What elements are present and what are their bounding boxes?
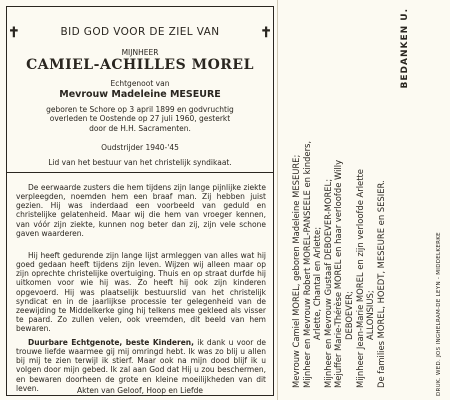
prayer-heading: BID GOD VOOR DE ZIEL VAN xyxy=(26,25,254,39)
family-line: Mejuffer Marie-Thérèse MOREL en haar verloofde Willy xyxy=(333,159,344,388)
thanks-panel xyxy=(400,8,420,392)
paragraph-nurses: De eerwaarde zusters die hem tijdens zijn lange pijnlijke ziekte verpleegden, noemden hem een braaf man. Zij hebben juist gezien. Hij was inderdaad een voorbeeld van geduld en christelijke gelatenheid. Maar wij die hem van vroeger kennen, van vóór zijn ziekte, kunnen nog beter dan zij, zijn vele schone gaven waarderen. xyxy=(16,183,266,238)
paragraph-farewell xyxy=(16,338,266,393)
veteran-note: Oudstrijder 1940-'45 xyxy=(101,143,179,152)
printer-imprint: DRUK. WED. JOS INGHELRAM-DE LEYN - MIDDELKERKE xyxy=(436,232,442,396)
death-line: overleden te Oostende op 27 juli 1960, gesterkt xyxy=(49,114,231,124)
deceased-name: CAMIEL-ACHILLES MOREL xyxy=(26,57,254,73)
fold-line xyxy=(277,0,278,400)
farewell-lead: Duurbare Echtgenote, beste Kinderen, xyxy=(28,338,194,347)
family-line: Mijnheer Jean-Marie MOREL en zijn verloofde Arlette xyxy=(354,169,365,388)
farewell-text: ik dank u voor de trouwe liefde waarmee gij mij omringd hebt. Ik was zo blij u allen bij mij te zien terwijl ik stierf. Maar ook na mijn dood blijf ik u volgen door mijn gebed. Ik zal aan God dat Hij u zou beschermen, en bewaren doorheen de grote en kleine moeilijkheden van dit leven. xyxy=(16,338,266,393)
cross-icon: ✝ xyxy=(8,25,20,41)
sacrament-line: door de H.H. Sacramenten. xyxy=(89,123,191,133)
family-line: Mijnheer en Mevrouw Gustaaf DEBOEVER-MOREL; xyxy=(322,178,333,388)
family-line: Mevrouw Camiel MOREL, geboren Madeleine MESEURE; xyxy=(291,154,301,388)
birth-death-info xyxy=(10,105,270,133)
closing-prayer: Akten van Geloof, Hoop en Liefde xyxy=(76,386,204,395)
union-note: Lid van het bestuur van het christelijk syndikaat. xyxy=(48,158,232,167)
spouse-name: Mevrouw Madeleine MESEURE xyxy=(59,89,221,100)
divider xyxy=(6,172,274,173)
family-line: De families MOREL, HOEDT, MESEURE en SESIER. xyxy=(375,180,386,388)
family-list xyxy=(291,141,386,388)
thanks-text: BEDANKEN U. xyxy=(400,8,410,89)
spouse-label: Echtgenoot van xyxy=(110,79,170,88)
family-line: ALLONSIUS; xyxy=(365,290,376,340)
printer-panel xyxy=(432,6,446,396)
birth-line: geboren te Schore op 3 april 1899 en godvruchtig xyxy=(46,105,234,114)
family-line: DEBOEVER; xyxy=(343,291,354,340)
family-line: Mijnheer en Mevrouw Robert MOREL-PANSEELE en kinders, xyxy=(301,140,312,388)
paragraph-life: Hij heeft gedurende zijn lange lijst armleggen van alles wat hij goed gedaan heeft tijdens zijn leven. Wijzen wij alleen maar op zijn oprechte christelijke overtuiging. Thuis en op straat durfde hij uitkomen voor wie hij was. Zo heeft hij ook zijn kinderen opgevoerd. Hij was plaatselijk bestuurslid van het christelijk syndicat en in de jaarlijkse processie ter gelegenheid van de zeewijding te Middelkerke ging hij telkens mee gekleed als visser te paard. Zo zullen velen, ook vreemden, dit beeld van hem bewaren. xyxy=(16,251,266,334)
family-line: Arlette, Chantal en Arlette; xyxy=(312,226,323,340)
deceased-title: MIJNHEER xyxy=(121,48,159,57)
family-panel xyxy=(287,8,397,392)
cross-icon: ✝ xyxy=(260,25,272,41)
left-panel xyxy=(6,4,274,396)
